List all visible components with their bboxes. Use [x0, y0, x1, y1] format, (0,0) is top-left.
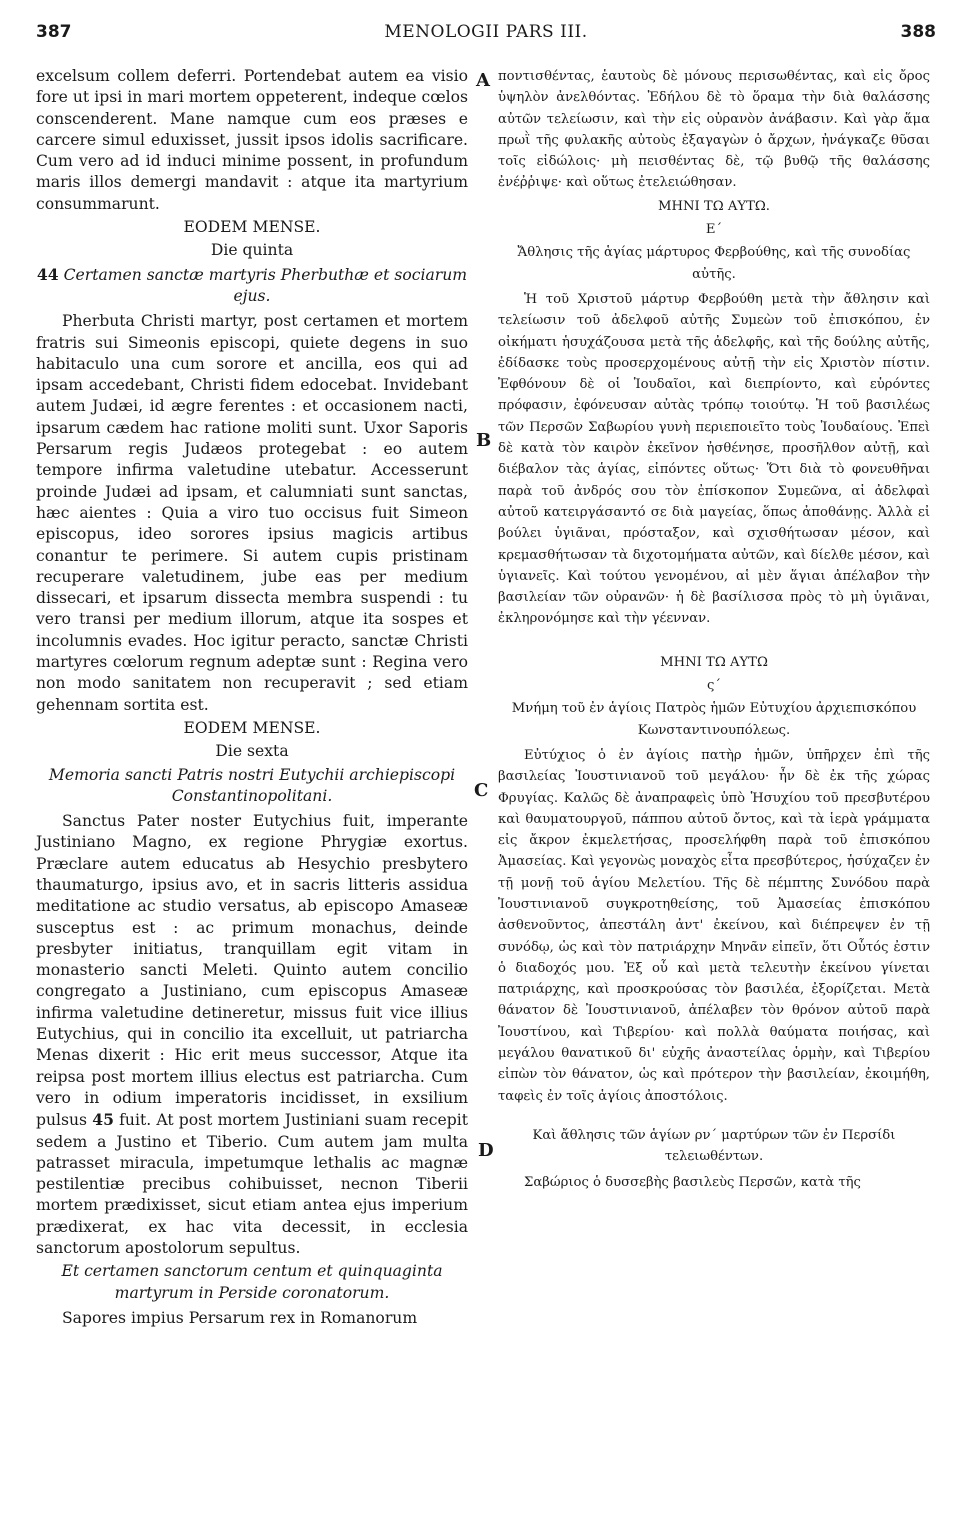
greek-paragraph-1: ποντισθέντας, ἑαυτοὺς δὲ μόνους περισωθέντας, καὶ εἰς ὄρος ὑψηλὸν ἀνελθόντας. Ἐδήλου δὲ τὸ ὅραμα τὴν διὰ θαλάσσης αὐτῶν τελείωσιν, καὶ τὴν εἰς οὐρανὸν ἀνάβασιν. Καὶ γὰρ ἅμα πρωῒ τῆς φυλακῆς αὐτοὺς ἐξαγαγὼν ὁ ἄρχων, ἠνάγκαζε θῦσαι τοῖς εἰδώλοις· μὴ πεισθέντας δὲ, τῷ βυθῷ τῆς θαλάσσης ἐνέῤῥιψε· καὶ οὕτως ἐτελειώθησαν. — [498, 69, 930, 191]
latin-paragraph-3: Sanctus Pater noster Eutychius fuit, imperante Justiniano Magno, ex regione Phrygiæ exortus. Præclare autem educatus ab Hesychio presbytero thaumaturgo, ipsius avo, et in sacris litteris assidua meditatione ac studio versatus, ab episcopo Amaseæ susceptus est : ac primum monachus, deinde presbyter initiatus, tranquillam egit vitam in monasterio sancti Meleti. Quinto autem concilio congregato a Justiniano, cum episcopus Amaseæ infirma valetudine detineretur, missus fuit vice illius Eutychius, qui in concilio ita excelluit, ut patriarcha Menas dixerit : Hic erit meus successor, Atque ita reipsa post mortem illius electus est patriarcha. Cum vero in odium imperatoris incidisset, in exsilium pulsus 45 fuit. At post mortem Justiniani suam recepit sedem a Justino et Tiberio. Cum autem jam multa patrasset miracula, impetumque lethalis ac magnæ pestilentiæ precibus cohibuisset, necnon Tiberii mortem prædixisset, sicut etiam antea ejus imperium prædixerat, ex hac vita decessit, in ecclesia sanctorum apostolorum sepultus. — [36, 812, 468, 1258]
page-number-right: 388 — [900, 22, 936, 42]
latin-heading-2: EODEM MENSE. — [183, 718, 321, 737]
latin-paragraph-1: excelsum collem deferri. Portendebat autem ea visio fore ut ipsi in mari mortem oppeterent, indeque cœlos conscenderent. Mane namque cum eos præses e carcere simul eduxisset, jussit ipsos idolis sacrificare. Cum vero ad id induci minime possent, in profundum maris illos demergi mandavit : atque ita martyrium consummarunt. — [36, 67, 468, 213]
margin-marker-b: B — [476, 430, 492, 451]
margin-marker-c: C — [474, 780, 489, 801]
margin-marker-d: D — [478, 1140, 494, 1161]
running-title: MENOLOGII PARS III. — [384, 22, 588, 42]
latin-section-title-3: Et certamen sanctorum centum et quinquaginta martyrum in Perside coronatorum. — [61, 1262, 443, 1302]
page-header — [36, 22, 936, 50]
greek-paragraph-3: Εὐτύχιος ὁ ἐν ἁγίοις πατὴρ ἡμῶν, ὑπῆρχεν ἐπὶ τῆς βασιλείας Ἰουστινιανοῦ τοῦ μεγάλου· ἦν δὲ ἐκ τῆς χώρας Φρυγίας. Καλῶς δὲ ἀναπραφεὶς ὑπὸ Ἡσυχίου τοῦ πρεσβυτέρου καὶ θαυματουργοῦ, πάππου αὐτοῦ ὄντος, καὶ τὰ ἱερὰ γράμματα εἰς ἄκρον ἐκμελετήσας, προσελήφθη παρὰ τοῦ ἐπισκόπου Ἀμασείας. Καὶ γεγονὼς μοναχὸς εἶτα πρεσβύτερος, ἡσύχαζεν ἐν τῇ μονῇ τοῦ ἁγίου Μελετίου. Τῆς δὲ πέμπτης Συνόδου παρὰ Ἰουστινιανοῦ συγκροτηθείσης, τοῦ Ἀμασείας ἐπισκόπου ἀσθενοῦντος, ἀπεστάλη ἀντ' ἐκείνου, καὶ διέπρεψεν ἐν τῇ συνόδῳ, ὡς καὶ τὸν πατριάρχην Μηνᾶν εἰπεῖν, ὅτι Οὗτός ἐστιν ὁ διαδοχός μου. Ἐξ οὗ καὶ μετὰ τελευτὴν ἐκείνου γίνεται πατριάρχης, καὶ προσκρούσας τὸν βασιλέα, ἐξορίζεται. Μετὰ θάνατον δὲ Ἰουστινιανοῦ, ἀπέλαβεν τὸν θρόνον αὐτοῦ παρὰ Ἰουστίνου, καὶ Τιβερίου· καὶ πολλὰ θαύματα ποιήσας, καὶ μεγάλου θανατικοῦ δι' εὐχῆς ἀναστείλας ὁρμὴν, καὶ Τιβερίου εἰπὼν τὸν θάνατον, ὡς καὶ πρότερον τὴν βασιλείαν, ἐκοιμήθη, ταφεὶς ἐν τοῖς ἁγίοις ἀποστόλοις. — [498, 747, 930, 1104]
page-number-left: 387 — [36, 22, 72, 42]
greek-section-title-3: Καὶ ἄθλησις τῶν ἁγίων ρν΄ μαρτύρων τῶν ἐν Περσίδι τελειωθέντων. — [532, 1127, 896, 1165]
greek-day-2: ς΄ — [707, 678, 721, 694]
greek-heading-2: ΜΗΝΙ ΤΩ ΑΥΤΩ — [660, 654, 768, 670]
greek-section-title-1: Ἄθλησις τῆς ἁγίας μάρτυρος Φερβούθης, καὶ τῆς συνοδίας αὐτῆς. — [517, 245, 911, 282]
margin-number-44: 44 — [36, 264, 59, 284]
latin-column — [36, 66, 468, 1329]
latin-section-title-2: Memoria sancti Patris nostri Eutychii archiepiscopi Constantinopolitani. — [48, 765, 456, 805]
latin-day-1: Die quinta — [210, 241, 294, 260]
greek-section-title-2: Μνήμη τοῦ ἐν ἁγίοις Πατρὸς ἡμῶν Εὐτυχίου ἀρχιεπισκόπου Κωνσταντινουπόλεως. — [511, 701, 917, 738]
latin-heading-1: EODEM MENSE. — [183, 218, 321, 237]
margin-marker-a: A — [476, 70, 490, 91]
greek-paragraph-4: Σαβώριος ὁ δυσσεβὴς βασιλεὺς Περσῶν, κατὰ τῆς — [524, 1174, 861, 1190]
latin-day-2: Die sexta — [215, 742, 289, 761]
margin-number-45: 45 — [92, 1110, 114, 1130]
greek-day-1: Ε΄ — [705, 222, 723, 238]
latin-section-title-1: 44 Certamen sanctæ martyris Pherbuthæ et sociarum ejus. — [36, 264, 468, 305]
latin-paragraph-4: Sapores impius Persarum rex in Romanorum — [62, 1308, 418, 1327]
greek-paragraph-2: Ἡ τοῦ Χριστοῦ μάρτυρ Φερβούθη μετὰ τὴν ἄθλησιν καὶ τελείωσιν τοῦ ἀδελφοῦ αὐτῆς Συμεὼν τοῦ ἐπισκόπου, ἐν οἰκήματι ἡσυχάζουσα μετὰ τῆς ἀδελφῆς, καὶ τῆς δούλης αὐτῆς, ἐδίδασκε τοὺς προσερχομένους αὐτῇ τὴν εἰς Χριστὸν πίστιν. Ἐφθόνουν δὲ οἱ Ἰουδαῖοι, καὶ διεπρίοντο, καὶ εὑρόντες πρόφασιν, ἐφόνευσαν αὐτὰς τρόπῳ τοιούτῳ. Ἡ τοῦ βασιλέως τῶν Περσῶν Σαβωρίου γυνὴ περιεποιεῖτο τοὺς Ἰουδαίους. Ἐπεὶ δὲ κατὰ τὸν καιρὸν ἐκεῖνον ἠσθένησε, προσῆλθον αὐτῇ, καὶ διέβαλον τὰς ἁγίας, εἰπόντες οὕτως· Ὅτι διὰ τὸ φονευθῆναι παρὰ τοῦ ἀνδρός σου τὸν ἐπίσκοπον Συμεῶνα, αἱ ἀδελφαὶ αὐτοῦ κατειργάσαντό σε διὰ μαγείας, ὅπως ἀποθάνῃς. Ἀλλὰ εἰ βούλει ὑγιᾶναι, πρόσταξον, καὶ σχισθήτωσαν μέσον, καὶ κρεμασθήτωσαν τὰ διχοτομήματα αὐτῶν, καὶ δίελθε μέσον, καὶ ὑγιανεῖς. Καὶ τούτου γενομένου, αἱ μὲν ἅγιαι ἀπέλαβον τὴν βασιλείαν τῶν οὐρανῶν· ἡ δὲ βασίλισσα πρὸς τὸ μὴ ὑγιᾶναι, ἐκληρονόμησε καὶ τὴν γέενναν. — [498, 291, 930, 627]
greek-heading-1: ΜΗΝΙ ΤΩ ΑΥΤΩ. — [657, 198, 771, 214]
greek-column — [498, 66, 930, 1193]
latin-paragraph-2: Pherbuta Christi martyr, post certamen et mortem fratris sui Simeonis episcopi, quiete degens in suo habitaculo una cum sorore et ancilla, eos qui ad ipsam accedebant, Christi fidem edocebat. Invidebant autem Judæi, id ægre ferentes : et occasionem nacti, ipsarum cædem hac ratione moliti sunt. Uxor Saporis Persarum regis Judæos protegebat : eo autem tempore infirma valetudine utebatur. Accesserunt proinde Judæi ad ipsam, et calumniati sunt sanctas, hæc aientes : Quia a viro tuo occisus fuit Simeon episcopus, ideo sorores ipsius magicis artibus conantur te perimere. Si autem cupis pristinam recuperare valetudinem, jube eas per medium dissecari, et ipsarum dissecta membra suspendi : tu vero transi per medium illorum, atque ita sospes et incolumnis evades. Hoc igitur peracto, sanctæ Christi martyres cœlorum regnum adeptæ sunt : Regina vero non modo sanitatem non recuperavit ; sed etiam gehennam sortita est. — [36, 312, 468, 714]
